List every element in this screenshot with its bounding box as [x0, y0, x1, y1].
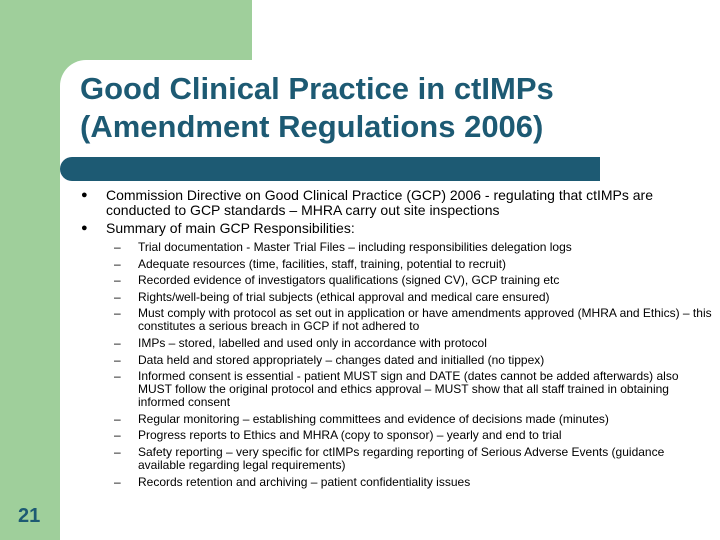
- sub-bullet-text: Data held and stored appropriately – changes dated and initialled (no tippex): [138, 352, 545, 367]
- sub-bullet-text: Adequate resources (time, facilities, staff, training, potential to recruit): [138, 256, 506, 271]
- sub-bullet-text: Trial documentation - Master Trial Files – including responsibilities delegation logs: [138, 240, 572, 254]
- slide-title-line-1: Good Clinical Practice in ctIMPs: [80, 71, 554, 106]
- sub-bullet-item: [112, 354, 712, 367]
- dash-marker: –: [114, 273, 121, 288]
- sub-bullet-text: Regular monitoring – establishing committees and evidence of decisions made (minutes): [138, 411, 609, 426]
- dash-marker: –: [114, 306, 121, 321]
- dash-marker: –: [114, 444, 121, 459]
- bullet-item: [80, 188, 680, 218]
- sub-bullet-item: [112, 446, 712, 472]
- dash-marker: –: [114, 411, 121, 426]
- sub-bullet-text: Progress reports to Ethics and MHRA (copy to sponsor) – yearly and end to trial: [138, 428, 562, 443]
- bullet-item: [80, 221, 680, 236]
- bullet-list: [80, 188, 680, 239]
- dash-marker: –: [114, 474, 121, 489]
- title-divider-bar: [60, 157, 600, 181]
- slide-title-line-2: (Amendment Regulations 2006): [80, 109, 544, 144]
- sub-bullet-text: IMPs – stored, labelled and used only in accordance with protocol: [138, 335, 487, 350]
- sub-bullet-item: [112, 337, 712, 350]
- dash-marker: –: [114, 256, 121, 271]
- sub-bullet-list: [112, 241, 712, 492]
- sub-bullet-item: [112, 307, 712, 333]
- slide-number: 21: [18, 505, 41, 527]
- bullet-text: Commission Directive on Good Clinical Practice (GCP) 2006 - regulating that ctIMPs are conducted to GCP standards – MHRA carry out site inspections: [106, 187, 653, 218]
- sub-bullet-text: Recorded evidence of investigators qualifications (signed CV), GCP training etc: [138, 273, 560, 288]
- sub-bullet-item: [112, 258, 712, 271]
- dash-marker: –: [114, 289, 121, 304]
- slide-title: [80, 70, 680, 146]
- dash-marker: –: [114, 369, 121, 384]
- bullet-text: Summary of main GCP Responsibilities:: [106, 220, 355, 236]
- dash-marker: –: [114, 240, 121, 254]
- sub-bullet-text: Records retention and archiving – patient confidentiality issues: [138, 474, 471, 489]
- dash-marker: –: [114, 335, 121, 350]
- sub-bullet-text: Informed consent is essential - patient MUST sign and DATE (dates cannot be added afterwards) also MUST follow the original protocol and ethics approval – MUST show that all staff trained in obtaining informed consent: [138, 369, 679, 410]
- sub-bullet-item: [112, 413, 712, 426]
- bullet-marker: ●: [81, 222, 88, 234]
- sub-bullet-text: Safety reporting – very specific for ctIMPs regarding reporting of Serious Adverse Events (guidance available regarding legal requirements): [138, 444, 665, 472]
- sub-bullet-item: [112, 241, 712, 254]
- sub-bullet-item: [112, 429, 712, 442]
- sub-bullet-item: [112, 476, 712, 489]
- sub-bullet-text: Rights/well-being of trial subjects (ethical approval and medical care ensured): [138, 289, 550, 304]
- sub-bullet-text: Must comply with protocol as set out in application or have amendments approved (MHRA and Ethics) – this constitutes a serious breach in GCP if not adhered to: [138, 306, 712, 334]
- background-green-strip: [0, 0, 60, 540]
- sub-bullet-item: [112, 370, 712, 409]
- sub-bullet-item: [112, 274, 712, 287]
- bullet-marker: ●: [81, 189, 88, 201]
- dash-marker: –: [114, 428, 121, 443]
- sub-bullet-item: [112, 291, 712, 304]
- dash-marker: –: [114, 352, 121, 367]
